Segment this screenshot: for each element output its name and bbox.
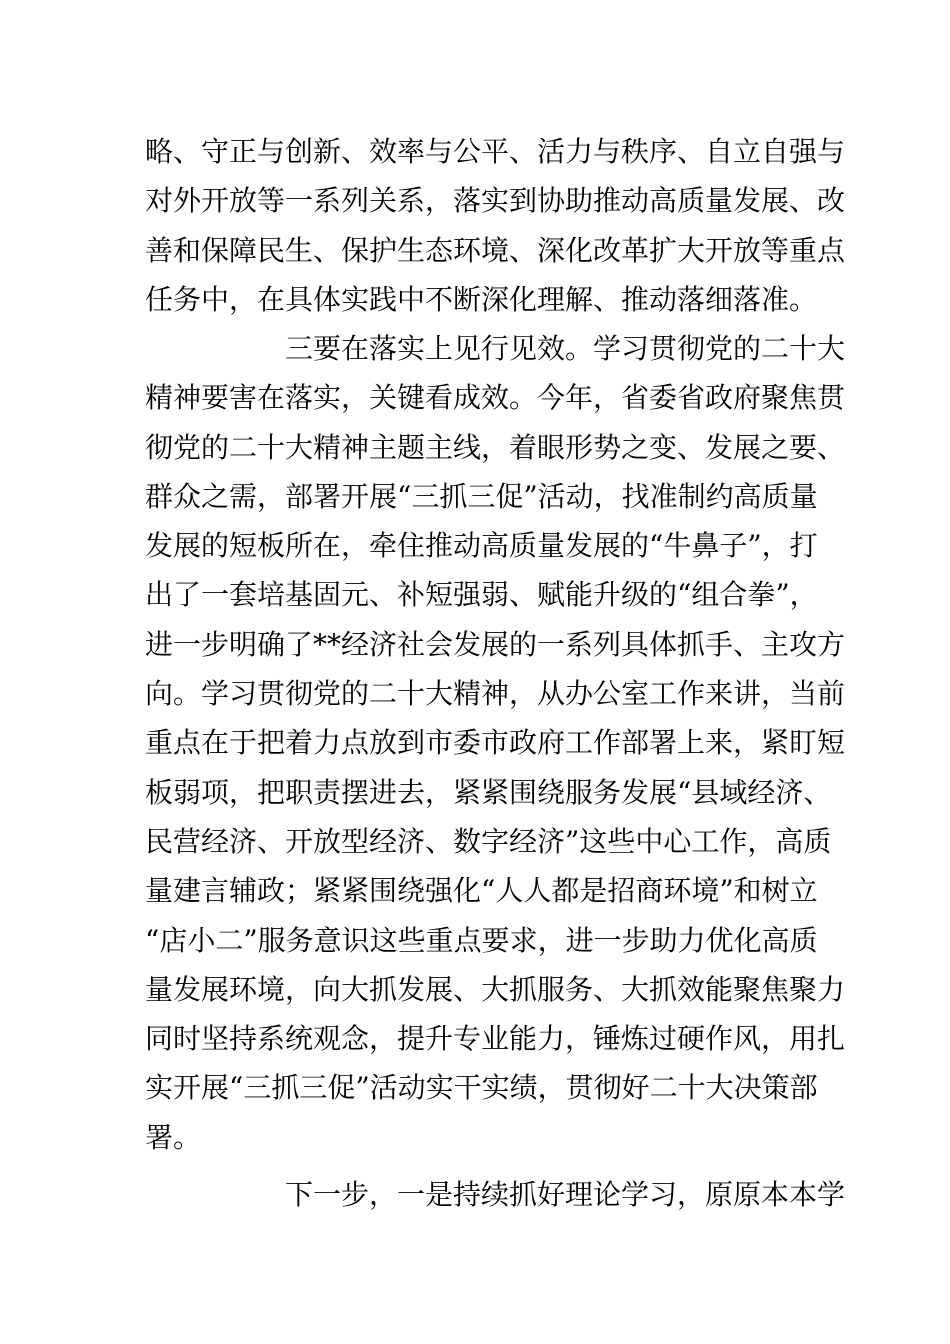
text-line: 略、守正与创新、效率与公平、活力与秩序、自立自强与 [145,135,846,168]
text-line: 重点在于把着力点放到市委市政府工作部署上来，紧盯短 [145,726,846,760]
text-line: 板弱项，把职责摆进去，紧紧围绕服务发展“县域经济、 [145,775,832,809]
text-line: 量建言辅政；紧紧围绕强化“人人都是招商环境”和树立 [145,874,818,908]
text-line: 善和保障民生、保护生态环境、深化改革扩大开放等重点 [145,233,846,267]
text-line: 量发展环境，向大抓发展、大抓服务、大抓效能聚焦聚力 [145,972,846,1006]
paragraph-2 [145,324,846,1162]
text-line: 对外开放等一系列关系，落实到协助推动高质量发展、改 [145,184,846,218]
text-line: 发展的短板所在，牵住推动高质量发展的“牛鼻子”，打 [145,529,818,563]
text-line: 下一步，一是持续抓好理论学习，原原本本学 [285,1178,846,1211]
text-line: 进一步明确了**经济社会发展的一系列具体抓手、主攻方 [145,627,846,661]
paragraph-1 [145,127,846,324]
text-line: 三要在落实上见行见效。学习贯彻党的二十大 [285,332,846,365]
text-line: 出了一套培基固元、补短强弱、赋能升级的“组合拳”， [145,578,818,612]
paragraph-3 [145,1170,846,1219]
text-line: 群众之需，部署开展“三抓三促”活动，找准制约高质量 [145,479,818,513]
text-line: 彻党的二十大精神主题主线，着眼形势之变、发展之要、 [145,430,846,464]
text-line: 向。学习贯彻党的二十大精神，从办公室工作来讲，当前 [145,677,846,711]
text-line: 同时坚持系统观念，提升专业能力，锤炼过硬作风，用扎 [145,1022,846,1056]
text-line: 署。 [145,1120,202,1154]
text-line: 民营经济、开放型经济、数字经济”这些中心工作，高质 [145,824,832,858]
text-line: 实开展“三抓三促”活动实干实绩，贯彻好二十大决策部 [145,1071,818,1105]
text-line: 精神要害在落实，关键看成效。今年，省委省政府聚焦贯 [145,381,846,415]
text-line: 任务中，在具体实践中不断深化理解、推动落细落准。 [145,282,818,316]
text-line: “店小二”服务意识这些重点要求，进一步助力优化高质 [145,923,818,957]
